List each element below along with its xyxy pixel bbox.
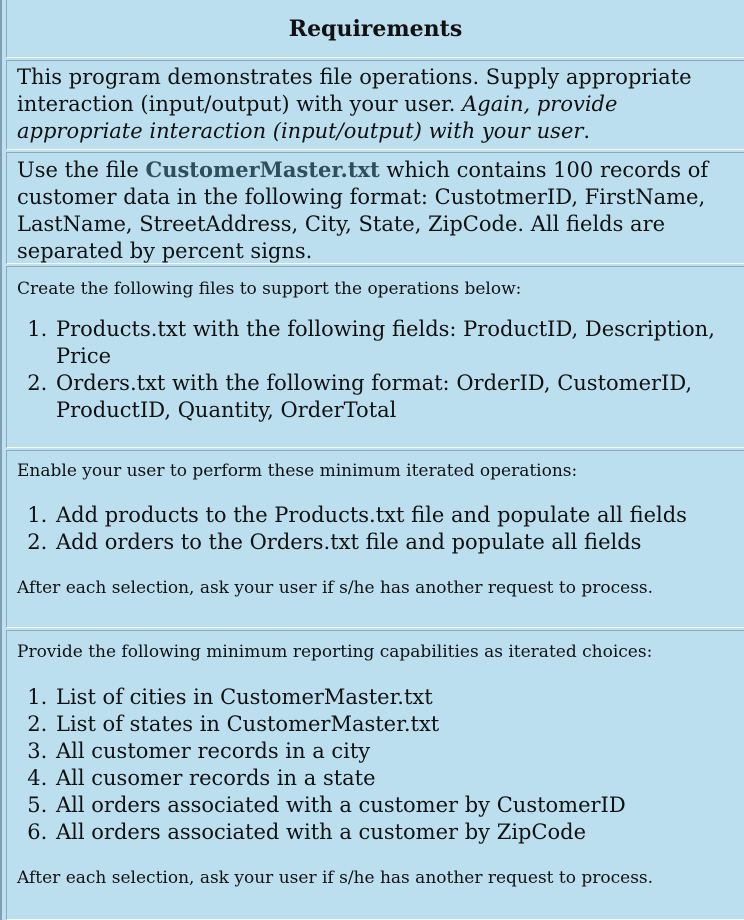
customer-file-post: which contains 100 records of customer data in the following format: CustotmerID, FirstName, LastName, StreetAddress, City, State, ZipCode. All fields are separated by percent signs.: [17, 158, 709, 263]
overview-text: [17, 64, 734, 145]
create-files-intro: Create the following files to support the operations below:: [17, 279, 522, 299]
list-item: 2. Add orders to the Orders.txt file and populate all fields: [54, 529, 734, 556]
overview-text-end: .: [583, 119, 591, 143]
overview-text-main: This program demonstrates file operations. Supply appropriate interaction (input/output) with your user.: [17, 65, 692, 116]
create-files-list: [17, 316, 734, 424]
list-item: 1. List of cities in CustomerMaster.txt: [54, 684, 734, 711]
list-item: 5. All orders associated with a customer by CustomerID: [54, 792, 734, 819]
list-item: 6. All orders associated with a customer by ZipCode: [54, 819, 734, 846]
section-operations: [6, 450, 744, 628]
section-overview: [6, 60, 744, 150]
customer-file-text: [17, 156, 734, 265]
page-title: Requirements: [288, 16, 463, 42]
reporting-intro: Provide the following minimum reporting capabilities as iterated choices:: [17, 642, 653, 662]
list-item: 1. Add products to the Products.txt file and populate all fields: [54, 502, 734, 529]
operations-after: After each selection, ask your user if s/he has another request to process.: [17, 578, 654, 598]
section-customer-file: [6, 152, 744, 264]
overview-emphasis: Again, provide appropriate interaction (input/output) with your user: [17, 92, 618, 143]
list-item: 3. All customer records in a city: [54, 738, 734, 765]
operations-list: [17, 502, 734, 556]
list-item: 2. List of states in CustomerMaster.txt: [54, 711, 734, 738]
reporting-list: [17, 684, 734, 846]
customer-file-name: CustomerMaster.txt: [145, 157, 380, 182]
operations-intro: Enable your user to perform these minimum iterated operations:: [17, 461, 578, 481]
header-cell: [6, 0, 744, 58]
section-create-files: [6, 266, 744, 448]
list-item: 1. Products.txt with the following fields: ProductID, Description, Price: [54, 316, 734, 370]
customer-file-pre: Use the file: [17, 158, 146, 182]
list-item: 4. All cusomer records in a state: [54, 765, 734, 792]
reporting-after: After each selection, ask your user if s/he has another request to process.: [17, 868, 654, 888]
list-item: 2. Orders.txt with the following format: OrderID, CustomerID, ProductID, Quantity, OrderTotal: [54, 370, 734, 424]
section-reporting: [6, 630, 744, 920]
